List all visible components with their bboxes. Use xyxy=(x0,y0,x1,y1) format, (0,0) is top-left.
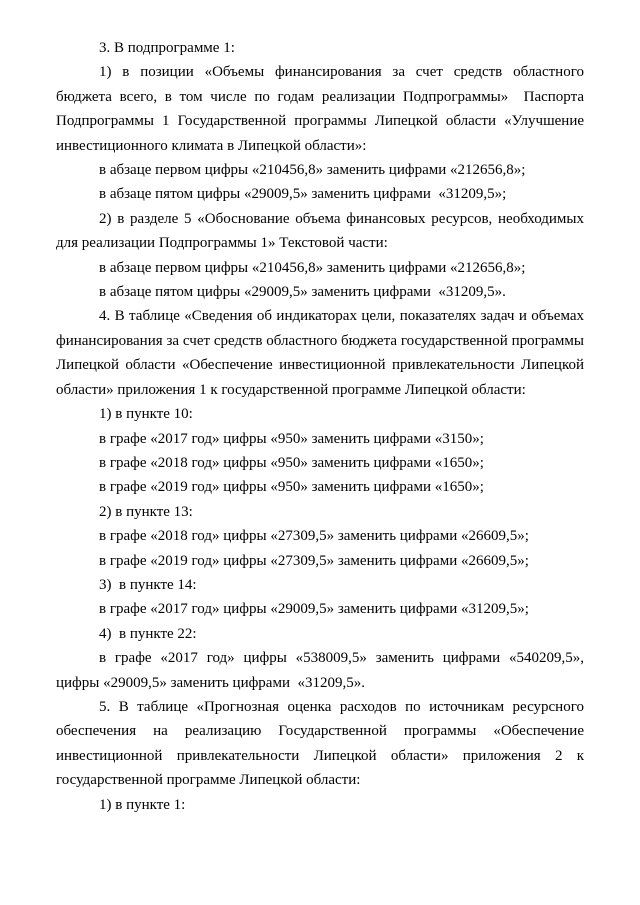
item-heading: 2) в пункте 13: xyxy=(99,503,193,520)
amendment-item: в абзаце первом цифры «210456,8» заменить цифрами «212656,8»; xyxy=(99,259,526,276)
item-heading: 3) в пункте 14: xyxy=(99,576,197,593)
amendment-item: в графе «2017 год» цифры «29009,5» заменить цифрами «31209,5»; xyxy=(99,601,529,618)
amendment-item: в графе «2017 год» цифры «538009,5» заменить цифрами «540209,5», цифры «29009,5» заменить цифрами «31209,5». xyxy=(56,650,588,691)
amendment-item: в абзаце первом цифры «210456,8» заменить цифрами «212656,8»; xyxy=(99,162,526,179)
item-heading: 1) в пункте 10: xyxy=(99,406,193,423)
amendment-paragraph: 2) в разделе 5 «Обоснование объема финансовых ресурсов, необходимых для реализации Подпрограммы 1» Текстовой части: xyxy=(56,210,588,252)
amendment-item: в графе «2018 год» цифры «27309,5» заменить цифрами «26609,5»; xyxy=(99,528,529,545)
document-page xyxy=(56,36,588,817)
amendment-item: в абзаце пятом цифры «29009,5» заменить цифрами «31209,5»; xyxy=(99,186,507,203)
table-amendment-paragraph: 4. В таблице «Сведения об индикаторах цели, показателях задач и объемах финансирования за счет средств областного бюджета государственной программы Липецкой области «Обеспечение инвестиционной привлекательности Липецкой области» приложения 1 к государственной программе Липецкой области: xyxy=(56,308,588,398)
item-heading: 1) в пункте 1: xyxy=(99,796,186,813)
amendment-item: в абзаце пятом цифры «29009,5» заменить цифрами «31209,5». xyxy=(99,284,506,301)
amendment-item: в графе «2017 год» цифры «950» заменить цифрами «3150»; xyxy=(99,430,484,447)
table-amendment-paragraph: 5. В таблице «Прогнозная оценка расходов по источникам ресурсного обеспечения на реализацию Государственной программы «Обеспечение инвестиционной привлекательности Липецкой области» приложения 2 к государственной программе Липецкой области: xyxy=(56,698,588,789)
item-heading: 4) в пункте 22: xyxy=(99,625,197,642)
amendment-item: в графе «2018 год» цифры «950» заменить цифрами «1650»; xyxy=(99,454,484,471)
amendment-item: в графе «2019 год» цифры «950» заменить цифрами «1650»; xyxy=(99,479,484,496)
amendment-item: в графе «2019 год» цифры «27309,5» заменить цифрами «26609,5»; xyxy=(99,552,529,569)
amendment-paragraph: 1) в позиции «Объемы финансирования за счет средств областного бюджета всего, в том числе по годам реализации Подпрограммы» Паспорта Подпрограммы 1 Государственной программы Липецкой области «Улучшение инвестиционного климата в Липецкой области»: xyxy=(56,64,588,154)
subprogram-heading: 3. В подпрограмме 1: xyxy=(99,40,235,56)
